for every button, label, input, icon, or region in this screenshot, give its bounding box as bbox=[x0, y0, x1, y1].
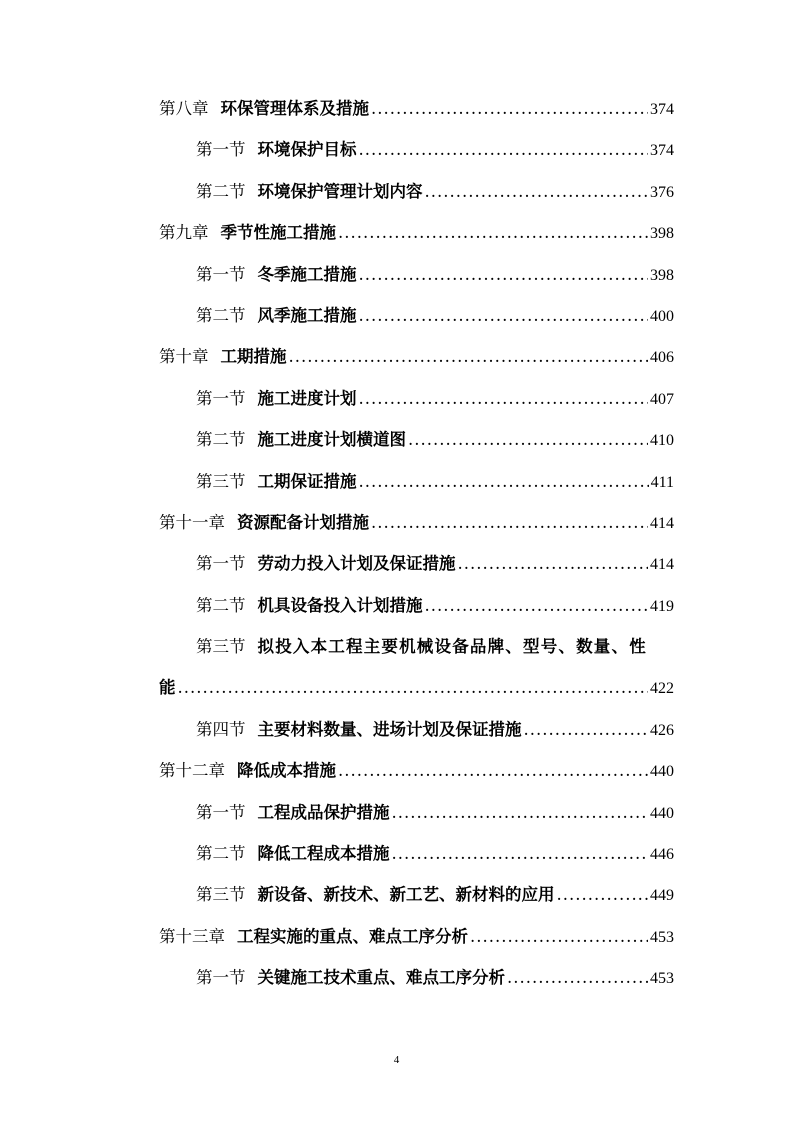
toc-entry-prefix: 第九章 bbox=[159, 223, 209, 243]
toc-entry-page: 374 bbox=[650, 142, 674, 160]
toc-entry-prefix: 第二节 bbox=[196, 430, 246, 450]
toc-entry-page: 400 bbox=[650, 307, 674, 325]
table-of-contents bbox=[159, 88, 674, 999]
toc-entry[interactable] bbox=[159, 212, 674, 253]
toc-leader-dots bbox=[338, 212, 648, 253]
toc-entry-page: 422 bbox=[650, 680, 674, 698]
toc-entry-page: 453 bbox=[650, 970, 674, 988]
toc-entry-title: 环境保护目标 bbox=[257, 140, 357, 160]
toc-entry-prefix: 第二节 bbox=[196, 305, 246, 325]
toc-entry-title: 机具设备投入计划措施 bbox=[257, 595, 423, 615]
toc-leader-dots bbox=[359, 254, 649, 295]
toc-entry[interactable] bbox=[159, 957, 674, 998]
toc-leader-dots bbox=[425, 171, 649, 212]
toc-leader-dots bbox=[359, 461, 649, 502]
toc-leader-dots bbox=[557, 874, 649, 915]
toc-entry-page: 440 bbox=[650, 763, 674, 781]
toc-entry[interactable] bbox=[159, 833, 674, 874]
toc-entry-prefix: 第一节 bbox=[196, 140, 246, 160]
toc-entry-title: 冬季施工措施 bbox=[257, 264, 357, 284]
toc-entry-title: 工程成品保护措施 bbox=[257, 802, 390, 822]
toc-leader-dots bbox=[359, 129, 649, 170]
toc-entry[interactable] bbox=[159, 336, 674, 377]
toc-entry[interactable] bbox=[159, 378, 674, 419]
toc-entry-prefix: 第一节 bbox=[196, 802, 246, 822]
toc-entry-page: 410 bbox=[650, 432, 674, 450]
toc-entry-page: 426 bbox=[650, 721, 674, 739]
toc-leader-dots bbox=[408, 419, 648, 460]
toc-leader-dots bbox=[425, 585, 649, 626]
toc-leader-dots bbox=[338, 750, 648, 791]
toc-entry-title: 新设备、新技术、新工艺、新材料的应用 bbox=[257, 885, 555, 905]
toc-entry-page: 374 bbox=[650, 101, 674, 118]
toc-entry-page: 446 bbox=[650, 846, 674, 864]
toc-entry[interactable] bbox=[159, 254, 674, 295]
toc-entry-page: 414 bbox=[650, 556, 674, 574]
toc-entry[interactable] bbox=[159, 295, 674, 336]
toc-entry[interactable] bbox=[159, 874, 674, 915]
toc-leader-dots bbox=[371, 502, 648, 543]
toc-entry-prefix: 第一节 bbox=[196, 968, 246, 988]
toc-entry[interactable] bbox=[159, 709, 674, 750]
toc-entry[interactable] bbox=[159, 171, 674, 212]
toc-entry-title: 工程实施的重点、难点工序分析 bbox=[237, 926, 468, 946]
toc-entry[interactable] bbox=[159, 543, 674, 584]
toc-entry[interactable] bbox=[159, 129, 674, 170]
toc-entry-page: 398 bbox=[650, 225, 674, 243]
toc-entry-title: 关键施工技术重点、难点工序分析 bbox=[257, 968, 505, 988]
toc-entry-prefix: 第十二章 bbox=[159, 761, 225, 781]
toc-entry-prefix: 第二节 bbox=[196, 844, 246, 864]
toc-entry-page: 411 bbox=[650, 473, 674, 491]
toc-leader-dots bbox=[359, 295, 649, 336]
toc-entry-prefix: 第八章 bbox=[159, 99, 209, 118]
toc-entry-prefix: 第一节 bbox=[196, 388, 246, 408]
toc-entry[interactable] bbox=[159, 88, 674, 129]
toc-leader-dots bbox=[371, 88, 648, 129]
toc-entry-page: 414 bbox=[650, 514, 674, 532]
toc-entry-title: 施工进度计划横道图 bbox=[257, 430, 406, 450]
toc-entry-title: 工期措施 bbox=[220, 347, 287, 367]
toc-entry-page: 376 bbox=[650, 183, 674, 201]
toc-entry[interactable] bbox=[159, 750, 674, 791]
toc-entry-prefix: 第二节 bbox=[196, 595, 246, 615]
toc-entry-prefix: 第一节 bbox=[196, 554, 246, 574]
toc-leader-dots bbox=[524, 709, 649, 750]
toc-entry-prefix: 第三节 bbox=[196, 885, 246, 905]
toc-entry-title: 降低成本措施 bbox=[237, 761, 336, 781]
toc-entry-prefix: 第三节 bbox=[196, 637, 246, 657]
toc-entry-page: 419 bbox=[650, 597, 674, 615]
toc-entry-title: 环境保护管理计划内容 bbox=[257, 181, 423, 201]
toc-entry[interactable] bbox=[159, 461, 674, 502]
toc-entry-prefix: 第十一章 bbox=[159, 512, 225, 532]
toc-entry-page: 407 bbox=[650, 390, 674, 408]
toc-leader-dots bbox=[289, 336, 649, 377]
toc-entry-prefix: 第二节 bbox=[196, 181, 246, 201]
toc-entry-title: 降低工程成本措施 bbox=[257, 844, 390, 864]
toc-entry-title-continued: 能 bbox=[159, 678, 176, 698]
toc-leader-dots bbox=[470, 916, 648, 957]
toc-entry-prefix: 第一节 bbox=[196, 264, 246, 284]
toc-entry-prefix: 第十三章 bbox=[159, 926, 225, 946]
toc-entry-title: 风季施工措施 bbox=[257, 305, 357, 325]
toc-entry-title: 施工进度计划 bbox=[257, 388, 357, 408]
toc-leader-dots bbox=[458, 543, 649, 584]
toc-entry-prefix: 第四节 bbox=[196, 719, 246, 739]
toc-entry-title: 拟投入本工程主要机械设备品牌、型号、数量、性 bbox=[257, 637, 647, 657]
toc-entry-title: 主要材料数量、进场计划及保证措施 bbox=[257, 719, 522, 739]
toc-entry[interactable] bbox=[159, 502, 674, 543]
toc-entry-title: 劳动力投入计划及保证措施 bbox=[257, 554, 456, 574]
toc-entry-prefix: 第三节 bbox=[196, 471, 246, 491]
toc-entry[interactable] bbox=[159, 792, 674, 833]
toc-entry-title: 季节性施工措施 bbox=[220, 223, 336, 243]
toc-leader-dots bbox=[392, 833, 649, 874]
toc-entry-continuation[interactable] bbox=[159, 667, 674, 708]
page-number: 4 bbox=[393, 1054, 400, 1066]
toc-entry-title: 资源配备计划措施 bbox=[237, 512, 369, 532]
toc-entry[interactable] bbox=[159, 419, 674, 460]
toc-entry-page: 398 bbox=[650, 266, 674, 284]
toc-entry-page: 406 bbox=[650, 349, 674, 367]
toc-leader-dots bbox=[392, 792, 649, 833]
toc-entry-page: 449 bbox=[650, 887, 674, 905]
toc-entry-title: 环保管理体系及措施 bbox=[220, 99, 369, 118]
toc-entry-page: 453 bbox=[650, 928, 674, 946]
toc-entry-page: 440 bbox=[650, 804, 674, 822]
toc-entry[interactable] bbox=[159, 916, 674, 957]
toc-entry-title: 工期保证措施 bbox=[257, 471, 357, 491]
toc-leader-dots bbox=[178, 667, 649, 708]
toc-entry[interactable] bbox=[159, 585, 674, 626]
toc-entry-prefix: 第十章 bbox=[159, 347, 209, 367]
toc-leader-dots bbox=[507, 957, 648, 998]
toc-entry[interactable] bbox=[159, 626, 674, 667]
toc-leader-dots bbox=[359, 378, 649, 419]
